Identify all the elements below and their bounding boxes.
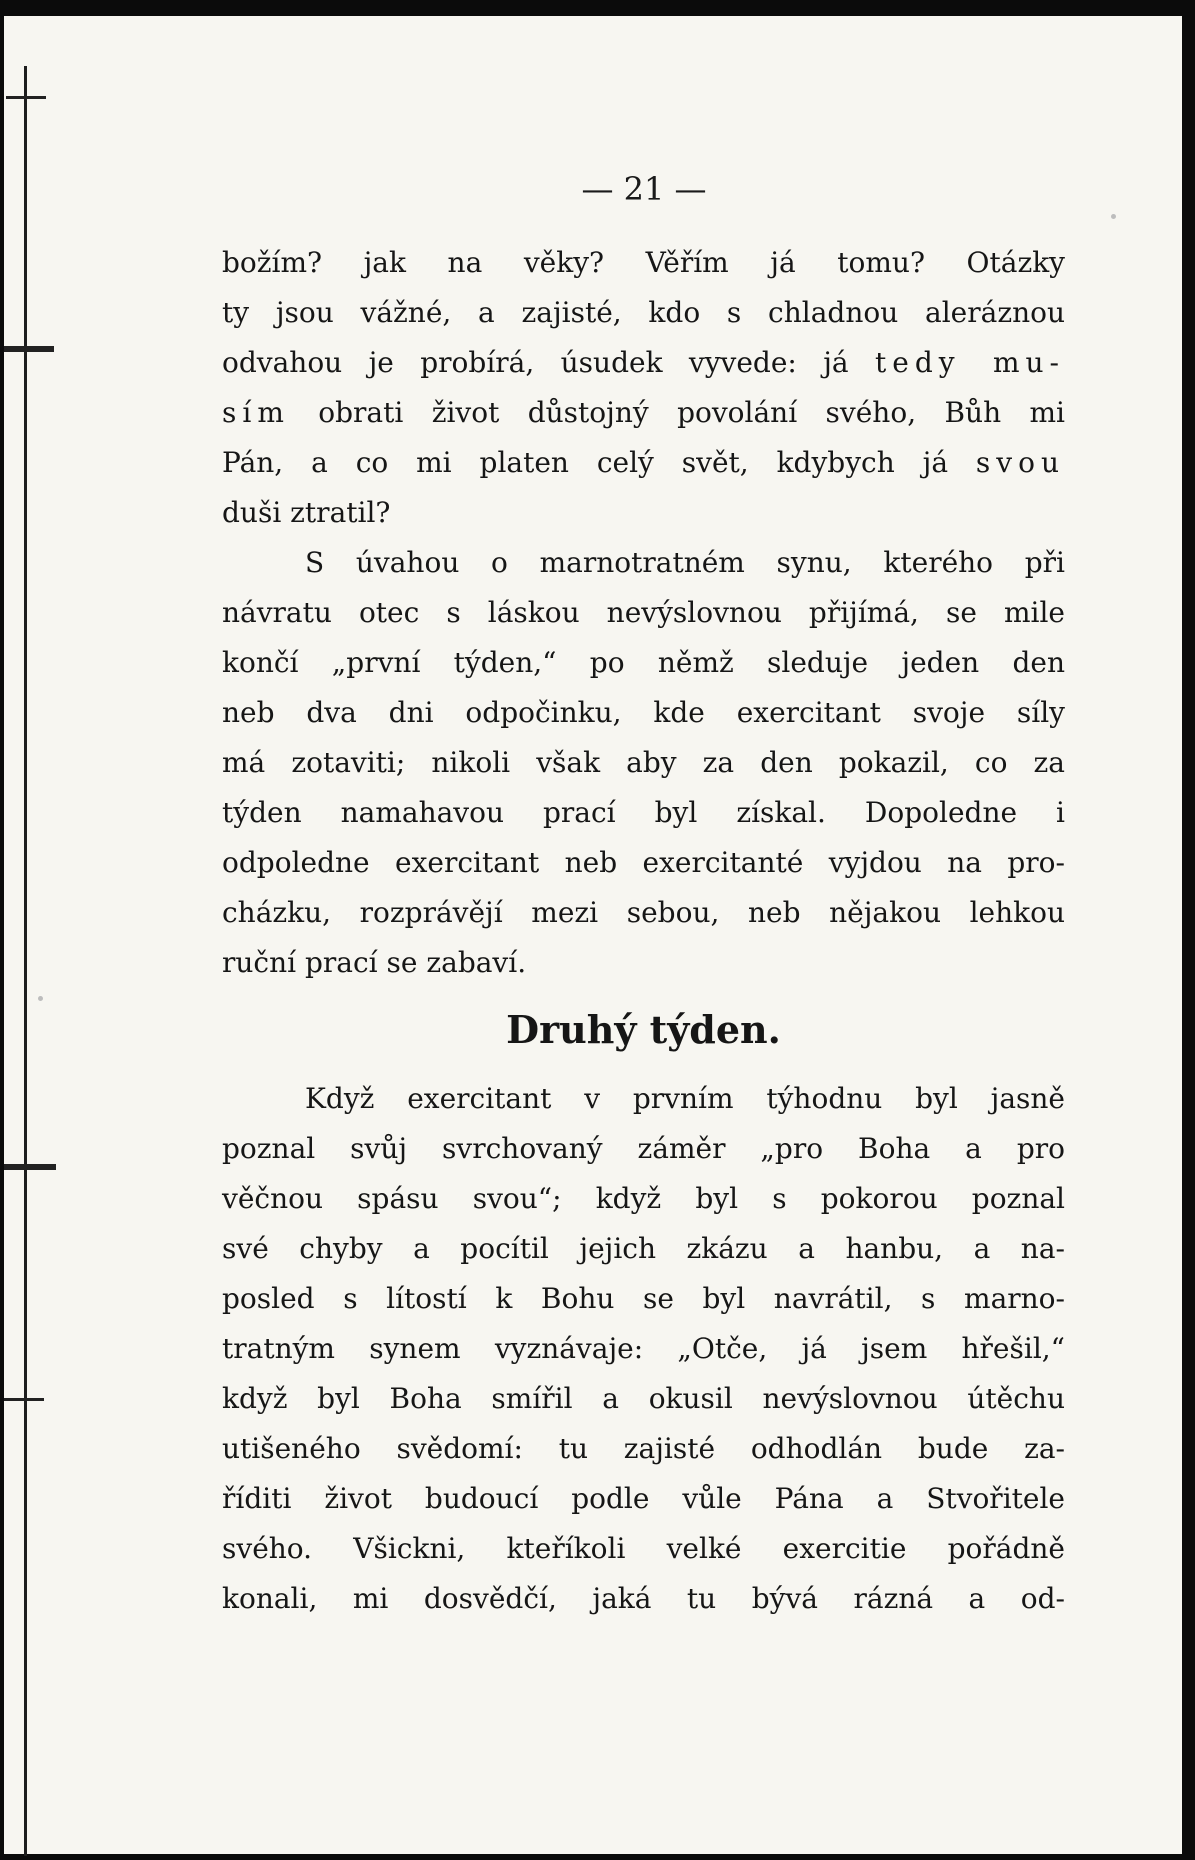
text-line: ty jsou vážné, a zajisté, kdo s chladnou aleráznou (222, 296, 1065, 329)
text-line: cházku, rozprávějí mezi sebou, neb nějakou lehkou (222, 896, 1065, 929)
text-line: konali, mi dosvědčí, jaká tu bývá rázná a od- (222, 1582, 1065, 1615)
page-text (222, 238, 1065, 1624)
text-line: končí „první týden,“ po němž sleduje jeden den (222, 646, 1065, 679)
text-line: věčnou spásu svou“; když byl s pokorou poznal (222, 1182, 1065, 1215)
text-line (222, 438, 1065, 488)
text-line: S úvahou o marnotratném synu, kterého při (305, 546, 1065, 579)
text-line: Když exercitant v prvním týhodnu byl jasně (305, 1082, 1065, 1115)
emphasized-text: svou (975, 446, 1065, 479)
page-number: — 21 — (581, 170, 707, 208)
text-line: neb dva dni odpočinku, kde exercitant svoje síly (222, 696, 1065, 729)
text-line: božím? jak na věky? Věřím já tomu? Otázky (222, 246, 1065, 279)
text-line: své chyby a pocítil jejich zkázu a hanbu, a na- (222, 1232, 1065, 1265)
paper-speck (38, 996, 43, 1001)
text-line: návratu otec s láskou nevýslovnou přijímá, se mile (222, 596, 1065, 629)
binding-edge-line (24, 66, 27, 1856)
binding-mark (4, 1164, 56, 1170)
text-line (222, 388, 1065, 438)
text-line: tratným synem vyznávaje: „Otče, já jsem hřešil,“ (222, 1332, 1065, 1365)
text-line: ruční prací se zabaví. (222, 946, 527, 979)
text-line (222, 338, 1065, 388)
text-line: když byl Boha smířil a okusil nevýslovnou útěchu (222, 1382, 1065, 1415)
paper-speck (1111, 214, 1116, 219)
text-line: týden namahavou prací byl získal. Dopoledne i (222, 796, 1065, 829)
text-line: posled s lítostí k Bohu se byl navrátil, s marno- (222, 1282, 1065, 1315)
text-line: odpoledne exercitant neb exercitanté vyjdou na pro- (222, 846, 1065, 879)
text-line: svého. Všickni, kteříkoli velké exercitie pořádně (222, 1532, 1065, 1565)
text-fragment: obrati život důstojný povolání svého, Bůh mi (318, 396, 1065, 429)
text-line: duši ztratil? (222, 496, 391, 529)
binding-mark (4, 346, 54, 352)
text-line: má zotaviti; nikoli však aby za den pokazil, co za (222, 746, 1065, 779)
text-line: říditi život budoucí podle vůle Pána a Stvořitele (222, 1482, 1065, 1515)
emphasized-text: tedy mu- (875, 346, 1066, 379)
binding-mark (4, 1398, 44, 1401)
text-fragment: odvahou je probírá, úsudek vyvede: já (222, 346, 849, 379)
text-line: utišeného svědomí: tu zajisté odhodlán bude za- (222, 1432, 1065, 1465)
binding-mark (6, 96, 46, 99)
emphasized-text: sím (222, 396, 290, 429)
section-heading: Druhý týden. (506, 1007, 781, 1052)
text-fragment: Pán, a co mi platen celý svět, kdybych já (222, 446, 949, 479)
text-line: poznal svůj svrchovaný záměr „pro Boha a pro (222, 1132, 1065, 1165)
